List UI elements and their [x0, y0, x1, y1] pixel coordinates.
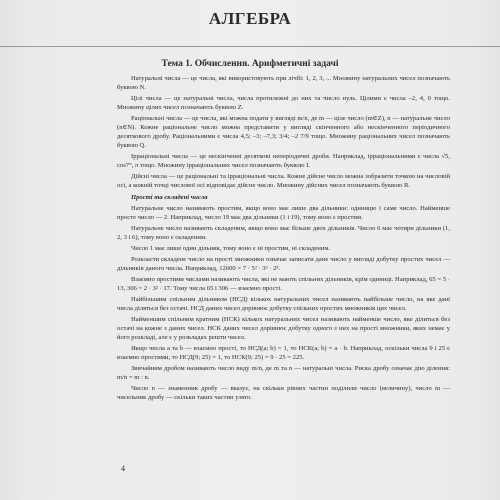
paragraph: Найменшим спільним кратним (НСК) кількох натуральних чисел називають найменше число, яке ділиться без остачі на кожне з даних чисел. НСК даних чисел дорівнює добутку одного з них на прості множники, яких немає у його розкладі, але є у розкладах решти чисел. — [117, 316, 450, 341]
section-subheading: Прості та складені числа — [131, 194, 208, 201]
paragraph: Дійсні числа — це раціональні та ірраціональні числа. Кожне дійсне число можна зобразити точкою на числовій осі, а кожній точці числової осі відповідає дійсне число. Множину дійсних чисел позначають буквою R. — [117, 173, 450, 189]
paragraph: Число n — знаменник дробу — вказує, на скільки рівних частин поділили число (величину), число m — чисельник дробу — скільки таких частин узято. — [117, 385, 450, 401]
paragraph: Якщо числа a та b — взаємно прості, то НСД(a; b) = 1, то НСК(a; b) = a · b. Наприклад, оскільки числа 9 і 25 є взаємно простими, то НСД(9; 25) = 1, то НСК(9; 25) = 9 · 25 = 225. — [117, 345, 450, 361]
page-number: 4 — [121, 464, 125, 473]
body-text — [117, 74, 450, 404]
paragraph: Ірраціональні числа — це нескінченні десяткові неперіодичні дроби. Наприклад, ірраціональними є числа √5, cos7°, π тощо. Множину ірраціональних чисел позначають буквою I. — [117, 153, 450, 169]
paragraph: Число 1 має лише один дільник, тому воно є ні простим, ні складеним. — [131, 245, 331, 252]
page-title: АЛГЕБРА — [208, 9, 292, 28]
paragraph: Взаємно простими числами називають числа, які не мають спільних дільників, крім одиниці. Наприклад, 65 = 5 · 13, 306 = 2 · 3² · 17. Тому числа 65 і 306 — взаємно прості. — [117, 276, 450, 292]
paragraph: Звичайним дробом називають число виду m/n, де m та n — натуральні числа. Риска дробу означає дію ділення: m/n = m : n. — [117, 365, 450, 381]
paragraph: Натуральне число називають складеним, якщо воно має більше двох дільників. Число 6 має чотири дільники (1, 2, 3 і 6), тому воно є складеним. — [117, 225, 450, 241]
paragraph: Натуральні числа — це числа, які використовують при лічбі: 1, 2, 3, ... Множину натуральних чисел позначають буквою N. — [117, 75, 450, 91]
paragraph: Найбільшим спільним дільником (НСД) кількох натуральних чисел називають найбільше число, на яке дані числа діляться без остачі. НСД даних чисел дорівнює добутку спільних простих множників цих чисел. — [117, 296, 450, 312]
paragraph: Цілі числа — це натуральні числа, числа протилежні до них та число нуль. Цілими є числа –2, 4, 0 тощо. Множину цілих чисел позначають буквою Z. — [117, 95, 450, 111]
topic-heading: Тема 1. Обчислення. Арифметичні задачі — [161, 59, 339, 69]
paragraph: Натуральне число називають простим, якщо воно має лише два дільники: одиницю і саме число. Найменше просте число — 2. Наприклад, число 19 має два дільники (1 і 19), тому воно є простим. — [117, 205, 450, 221]
paragraph: Розкласти складене число на прості множники означає записати дане число у вигляді добутку простих чисел — дільників даного числа. Наприклад, 12600 = 7 · 5² · 3² · 2³. — [117, 256, 450, 272]
paragraph: Раціональні числа — це числа, які можна подати у вигляді m/n, де m — ціле число (m∈Z), n — натуральне число (n∈N). Кожне раціональне число можна представити у вигляді скінченного або нескінченного періодичного десяткового дробу. Раціональними є числа 4,5; –3; –7,3; 3/4; –2 7/9 тощо. Множину раціональних чисел позначають буквою Q. — [117, 115, 450, 149]
